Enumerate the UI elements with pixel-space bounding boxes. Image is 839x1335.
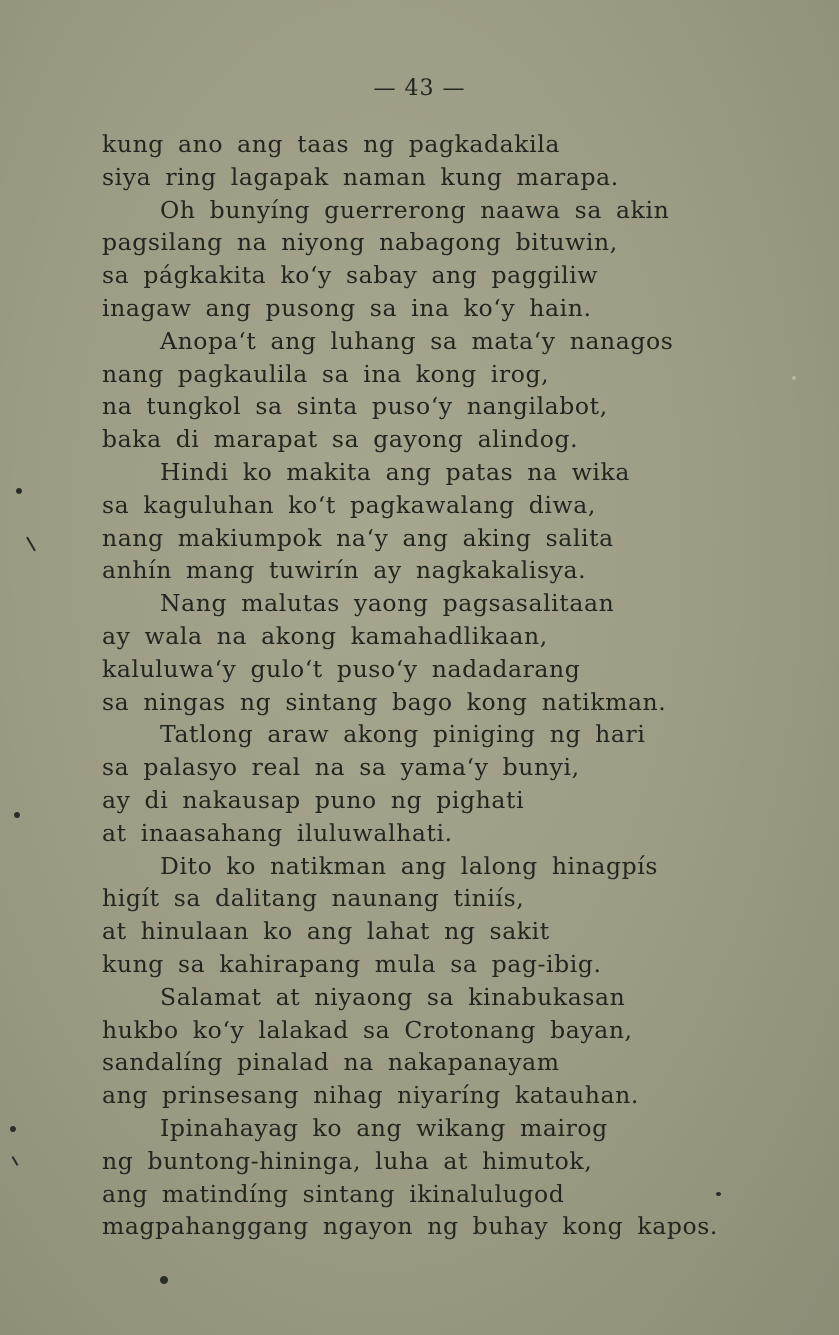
stanza	[102, 587, 742, 718]
poem-line: kaluluwa‘y gulo‘t puso‘y nadadarang	[102, 654, 581, 683]
poem-line: nang pagkaulila sa ina kong irog,	[102, 359, 550, 388]
poem-line: sa palasyo real na sa yama‘y bunyi,	[102, 753, 580, 782]
poem-line: ang prinsesang nihag niyaríng katauhan.	[102, 1081, 639, 1110]
poem-line: kung ano ang taas ng pagkadakila	[102, 130, 560, 158]
poem-line: Tatlong araw akong piniging ng hari	[160, 720, 646, 749]
poem-line: ay di nakausap puno ng pighati	[102, 785, 525, 814]
ink-speck	[160, 1276, 168, 1284]
ink-mark	[12, 1156, 19, 1166]
poem-line: anhín mang tuwirín ay nagkakalisya.	[102, 556, 587, 585]
poem-line: Anopa‘t ang luhang sa mata‘y nanagos	[160, 326, 674, 355]
page-number: — 43 —	[373, 76, 466, 101]
poem-line: baka di marapat sa gayong alindog.	[102, 425, 579, 454]
poem-line: sa ningas ng sintang bago kong natikman.	[102, 687, 667, 716]
stanza	[102, 718, 742, 849]
poem-line: ng buntong-hininga, luha at himutok,	[102, 1146, 593, 1175]
stanza	[102, 128, 742, 194]
poem-line: ay wala na akong kamahadlikaan,	[102, 621, 548, 650]
poem-line: Hindi ko makita ang patas na wika	[160, 457, 630, 486]
poem-line: higít sa dalitang naunang tiniís,	[102, 884, 525, 913]
poem-line: kung sa kahirapang mula sa pag-ibig.	[102, 949, 602, 978]
poem-line: sandalíng pinalad na nakapanayam	[102, 1048, 560, 1077]
poem-line: Ipinahayag ko ang wikang mairog	[160, 1113, 608, 1142]
stanza	[102, 1112, 742, 1243]
ink-speck	[792, 376, 796, 380]
poem-line: Dito ko natikman ang lalong hinagpís	[160, 851, 659, 880]
poem-body	[102, 128, 742, 1243]
poem-line: ang matindíng sintang ikinalulugod	[102, 1179, 565, 1208]
ink-mark	[26, 537, 36, 552]
stanza	[102, 325, 742, 456]
ink-speck	[14, 812, 20, 818]
stanza	[102, 194, 742, 325]
stanza	[102, 850, 742, 981]
poem-line: nang makiumpok na‘y ang aking salita	[102, 523, 614, 552]
poem-line: pagsilang na niyong nabagong bituwin,	[102, 228, 618, 257]
poem-line: Salamat at niyaong sa kinabukasan	[160, 982, 626, 1011]
poem-line: sa págkakita ko‘y sabay ang paggiliw	[102, 261, 599, 290]
poem-line: at inaasahang iluluwalhati.	[102, 818, 453, 847]
poem-line: Nang malutas yaong pagsasalitaan	[160, 589, 615, 618]
poem-line: sa kaguluhan ko‘t pagkawalang diwa,	[102, 490, 596, 519]
poem-line: Oh bunyíng guerrerong naawa sa akin	[160, 195, 670, 224]
stanza	[102, 981, 742, 1112]
ink-speck	[716, 1192, 721, 1196]
ink-speck	[16, 488, 22, 494]
poem-line: na tungkol sa sinta puso‘y nangilabot,	[102, 392, 608, 421]
stanza	[102, 456, 742, 587]
ink-speck	[10, 1126, 16, 1132]
poem-line: at hinulaan ko ang lahat ng sakit	[102, 917, 550, 946]
poem-line: hukbo ko‘y lalakad sa Crotonang bayan,	[102, 1015, 633, 1044]
poem-line: magpahanggang ngayon ng buhay kong kapos.	[102, 1212, 718, 1241]
poem-line: inagaw ang pusong sa ina ko‘y hain.	[102, 293, 592, 322]
poem-line: siya ring lagapak naman kung marapa.	[102, 162, 619, 191]
